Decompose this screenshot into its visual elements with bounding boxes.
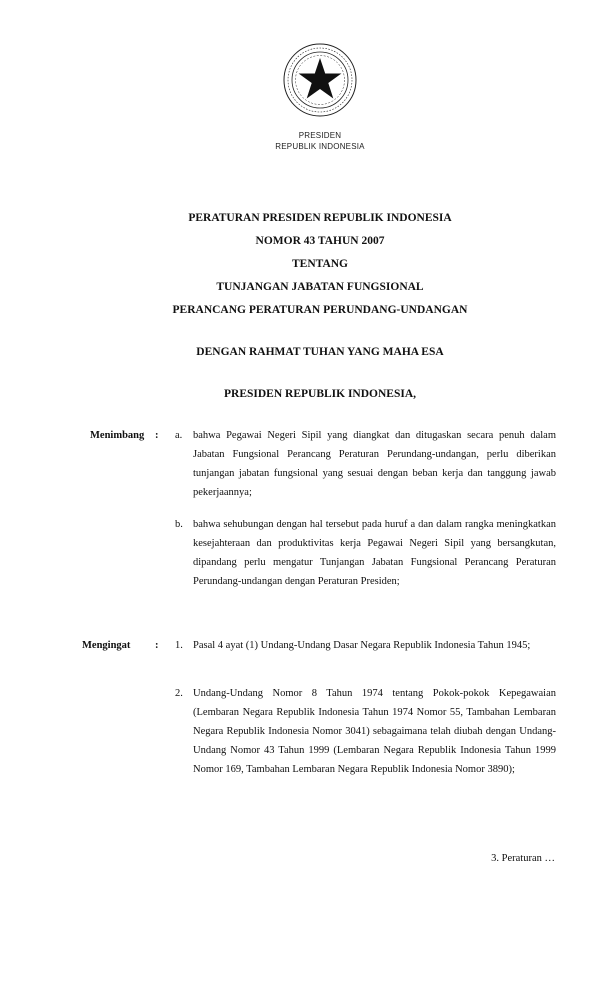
menimbang-marker-b: b.: [175, 519, 183, 530]
mengingat-item-1: Pasal 4 ayat (1) Undang-Undang Dasar Negara Republik Indonesia Tahun 1945;: [193, 640, 531, 651]
mengingat-marker-1: 1.: [175, 640, 183, 651]
president-heading: PRESIDEN REPUBLIK INDONESIA,: [223, 388, 417, 400]
title-line-3: TENTANG: [291, 258, 349, 270]
mengingat-marker-2: 2.: [175, 688, 183, 699]
menimbang-colon: :: [155, 430, 159, 441]
menimbang-marker-a: a.: [175, 430, 183, 441]
mengingat-colon: :: [155, 640, 159, 651]
title-line-1: PERATURAN PRESIDEN REPUBLIK INDONESIA: [188, 212, 452, 224]
menimbang-label: Menimbang: [90, 430, 145, 441]
menimbang-item-b: bahwa sehubungan dengan hal tersebut pada huruf a dan dalam rangka meningkatkan kesejahteraan dan produktivitas kerja Pegawai Negeri Sipil yang bersangkutan, dipandang perlu mengatur Tunjangan Jabatan Fungsional Perancang Peraturan Perundang-undangan dengan Peraturan Presiden;: [193, 519, 556, 587]
title-line-4: TUNJANGAN JABATAN FUNGSIONAL: [216, 281, 424, 293]
header-presiden: PRESIDEN: [298, 131, 342, 140]
garuda-star-emblem-icon: [282, 42, 358, 118]
title-line-2: NOMOR 43 TAHUN 2007: [255, 235, 385, 247]
invocation: DENGAN RAHMAT TUHAN YANG MAHA ESA: [196, 346, 444, 358]
next-page-reference: 3. Peraturan …: [491, 853, 555, 864]
document-title: [0, 207, 612, 322]
mengingat-item-2: Undang-Undang Nomor 8 Tahun 1974 tentang Pokok-pokok Kepegawaian (Lembaran Negara Republik Indonesia Tahun 1974 Nomor 55, Tambahan Lembaran Negara Republik Indonesia Nomor 3041) sebagaimana telah diubah dengan Undang-Undang Nomor 43 Tahun 1999 (Lembaran Negara Republik Indonesia Tahun 1999 Nomor 169, Tambahan Lembaran Negara Republik Indonesia Nomor 3890);: [193, 688, 556, 775]
mengingat-label: Mengingat: [82, 640, 131, 651]
title-line-5: PERANCANG PERATURAN PERUNDANG-UNDANGAN: [172, 304, 468, 316]
header-republik-indonesia: REPUBLIK INDONESIA: [275, 142, 365, 151]
menimbang-item-a: bahwa Pegawai Negeri Sipil yang diangkat dan ditugaskan secara penuh dalam Jabatan Fungsional Perancang Peraturan Perundang-undangan, perlu diberikan tunjangan jabatan fungsional yang sesuai dengan beban kerja dan tanggung jawab pekerjaannya;: [193, 430, 556, 498]
